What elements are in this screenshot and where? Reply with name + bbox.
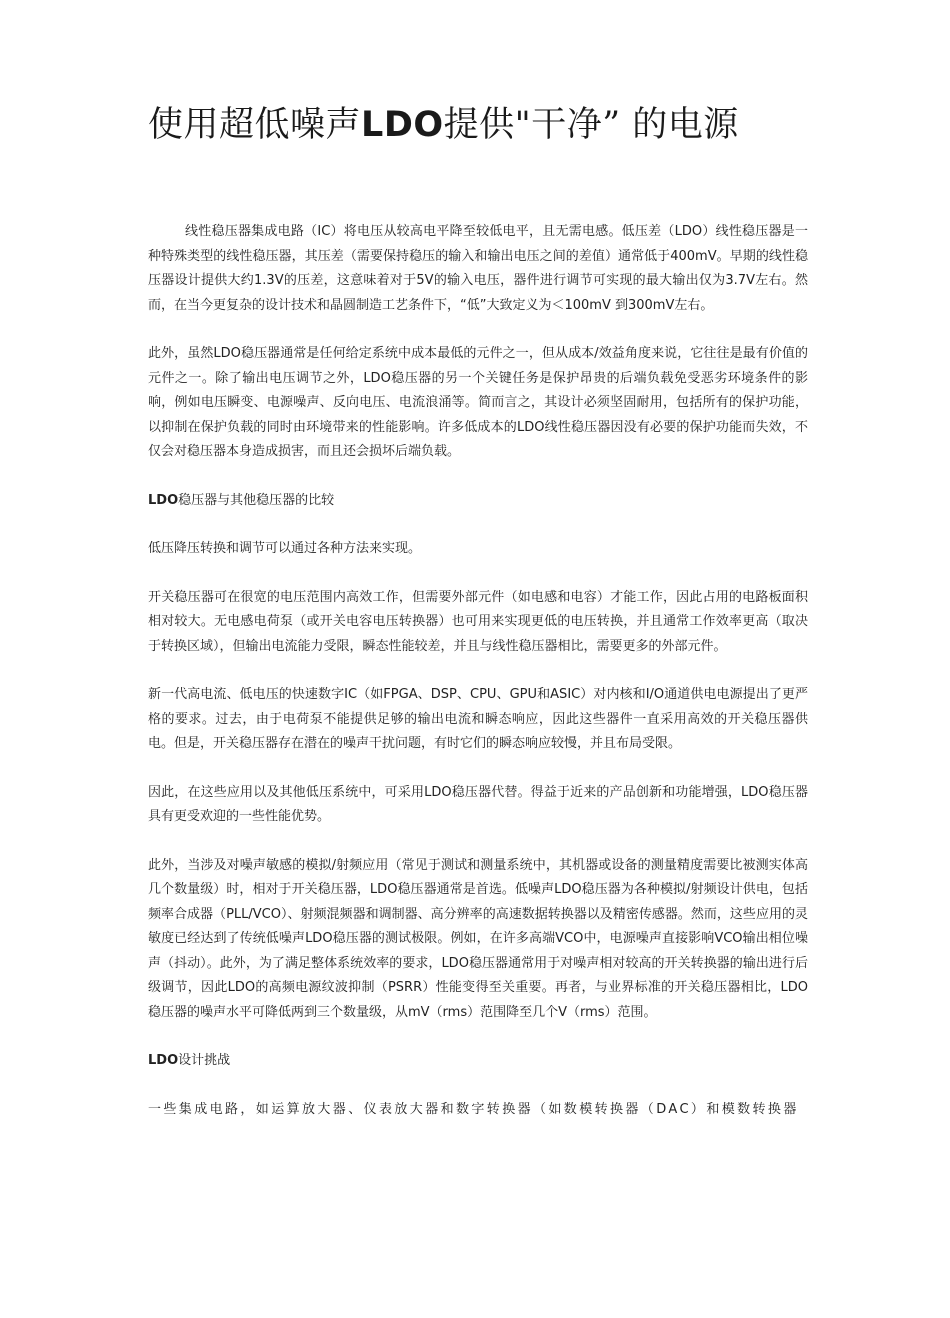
- document-body: [148, 220, 808, 1122]
- title-bold: LDO: [361, 105, 444, 145]
- heading-bold-ldo: LDO: [148, 492, 179, 508]
- document-title: [148, 100, 848, 150]
- paragraph-noise: 此外，当涉及对噪声敏感的模拟/射频应用（常见于测试和测量系统中，其机器或设备的测量精度需要比被测实体高几个数量级）时，相对于开关稳压器，LDO稳压器通常是首选。低噪声LDO稳压器为各种模拟/射频设计供电，包括频率合成器（PLL/VCO）、射频混频器和调制器、高分辨率的高速数据转换器以及精密传感器。然而，这些应用的灵敏度已经达到了传统低噪声LDO稳压器的测试极限。例如，在许多高端VCO中，电源噪声直接影响VCO输出相位噪声（抖动）。此外，为了满足整体系统效率的要求，LDO稳压器通常用于对噪声相对较高的开关转换器的输出进行后级调节，因此LDO的高频电源纹波抑制（PSRR）性能变得至关重要。再者，与业界标准的开关稳压器相比，LDO稳压器的噪声水平可降低两到三个数量级，从mV（rms）范围降至几个V（rms）范围。: [148, 857, 808, 1020]
- title-suffix: 提供"干净” 的电源: [443, 105, 739, 145]
- paragraph-digital-ic: 新一代高电流、低电压的快速数字IC（如FPGA、DSP、CPU、GPU和ASIC）对内核和I/O通道供电电源提出了更严格的要求。过去，由于电荷泵不能提供足够的输出电流和瞬态响应，因此这些器件一直采用高效的开关稳压器供电。但是，开关稳压器存在潜在的噪声干扰问题，有时它们的瞬态响应较慢，并且布局受限。: [148, 687, 808, 751]
- section-heading-design-challenges: [148, 1049, 808, 1074]
- paragraph-protection: 此外，虽然LDO稳压器通常是任何给定系统中成本最低的元件之一，但从成本/效益角度来说，它往往是最有价值的元件之一。除了输出电压调节之外，LDO稳压器的另一个关键任务是保护昂贵的后端负载免受恶劣环境条件的影响，例如电压瞬变、电源噪声、反向电压、电流浪涌等。简而言之，其设计必须坚固耐用，包括所有的保护功能，以抑制在保护负载的同时由环境带来的性能影响。许多低成本的LDO线性稳压器因没有必要的保护功能而失效，不仅会对稳压器本身造成损害，而且还会损坏后端负载。: [148, 346, 808, 459]
- paragraph-switching: 开关稳压器可在很宽的电压范围内高效工作，但需要外部元件（如电感和电容）才能工作，因此占用的电路板面积相对较大。无电感电荷泵（或开关电容电压转换器）也可用来实现更低的电压转换，并且通常工作效率更高（取决于转换区域），但输出电流能力受限，瞬态性能较差，并且与线性稳压器相比，需要更多的外部元件。: [148, 589, 808, 654]
- paragraph-intro: 线性稳压器集成电路（IC）将电压从较高电平降至较低电平，且无需电感。低压差（LDO）线性稳压器是一种特殊类型的线性稳压器，其压差（需要保持稳压的输入和输出电压之间的差值）通常低于400mV。早期的线性稳压器设计提供大约1.3V的压差，这意味着对于5V的输入电压，器件进行调节可实现的最大输出仅为3.7V左右。然而，在当今更复杂的设计技术和晶圆制造工艺条件下，“低”大致定义为＜100mV 到300mV左右。: [148, 224, 808, 313]
- section-heading-comparison: [148, 489, 808, 514]
- paragraph-ldo-replace: 因此，在这些应用以及其他低压系统中，可采用LDO稳压器代替。得益于近来的产品创新和功能增强，LDO稳压器具有更受欢迎的一些性能优势。: [148, 784, 808, 824]
- heading-rest-2: 设计挑战: [178, 1053, 231, 1068]
- paragraph-methods: 低压降压转换和调节可以通过各种方法来实现。: [148, 541, 422, 556]
- paragraph-ic-examples: 一些集成电路，如运算放大器、仪表放大器和数字转换器（如数模转换器（DAC）和模数转换器: [148, 1101, 799, 1117]
- heading-rest: 稳压器与其他稳压器的比较: [178, 492, 335, 508]
- title-prefix: 使用超低噪声: [148, 105, 362, 145]
- heading-bold-ldo-2: LDO: [148, 1053, 179, 1068]
